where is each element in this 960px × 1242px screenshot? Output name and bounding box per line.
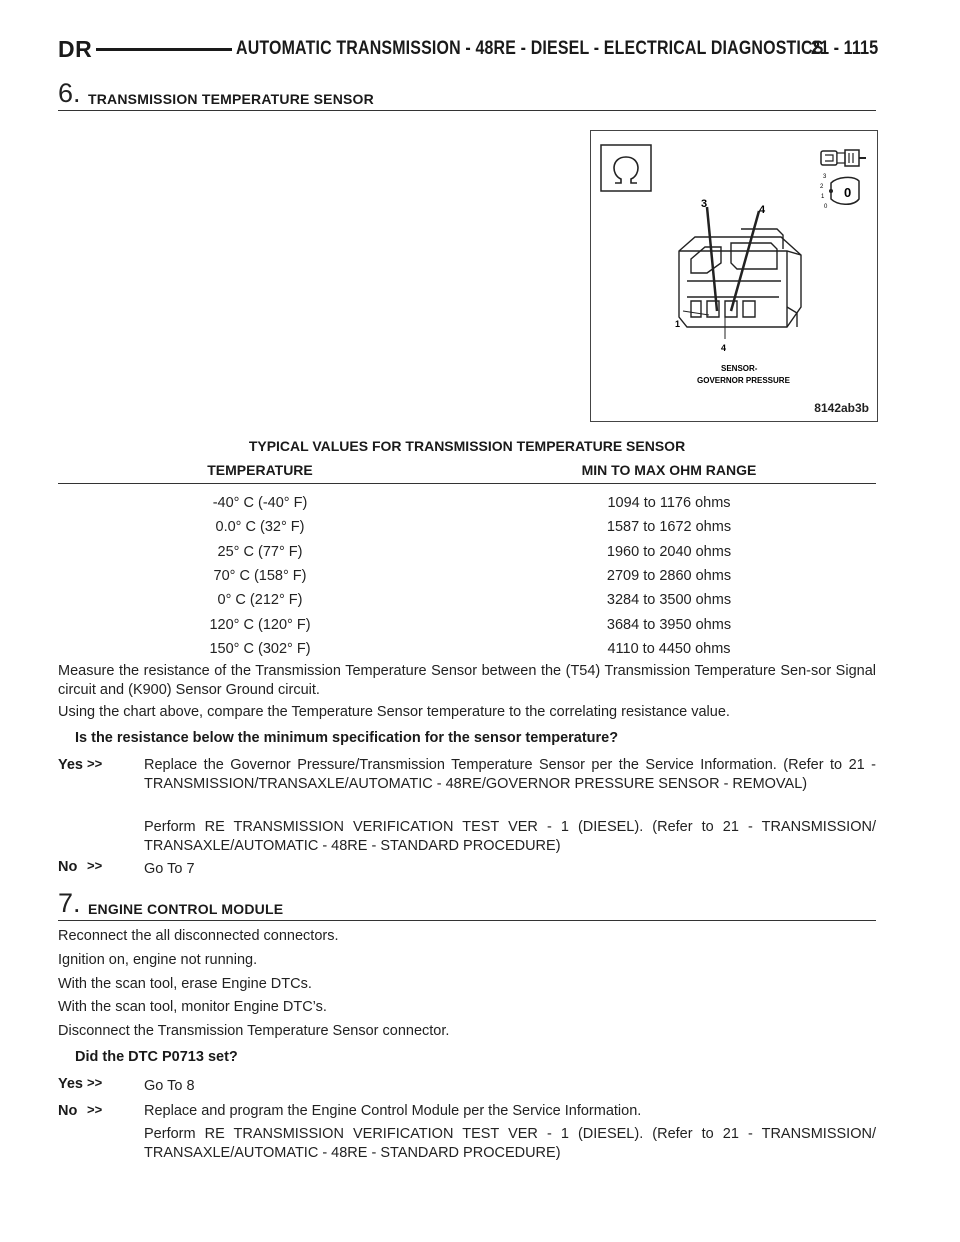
section-7-question: Did the DTC P0713 set?	[75, 1049, 238, 1065]
section-7-no-arrow: >>	[87, 1102, 103, 1117]
table-cell-temperature: 0° C (212° F)	[217, 592, 303, 608]
table-cell-temperature: 120° C (120° F)	[209, 617, 311, 633]
meter-scale-0: 0	[824, 204, 828, 210]
table-cell-temperature: 70° C (158° F)	[213, 568, 307, 584]
table-cell-ohms: 1960 to 2040 ohms	[606, 544, 732, 560]
table-header	[58, 455, 876, 484]
table-title: TYPICAL VALUES FOR TRANSMISSION TEMPERATURE SENSOR	[248, 438, 686, 454]
step-text: Disconnect the Transmission Temperature Sensor connector.	[58, 1023, 450, 1039]
table-row	[58, 544, 876, 568]
section-7-number: 7.	[58, 888, 81, 918]
section-6-heading	[58, 80, 876, 111]
figure-id: 8142ab3b	[814, 401, 869, 415]
table-cell-temperature: 150° C (302° F)	[209, 641, 311, 657]
table-cell-ohms: 1587 to 1672 ohms	[606, 519, 732, 535]
connector-illustration	[591, 131, 877, 421]
table-cell-ohms: 1094 to 1176 ohms	[607, 495, 731, 511]
section-7-no-label: No	[58, 1103, 78, 1119]
section-7-yes-arrow: >>	[87, 1075, 103, 1090]
meter-dial-icon	[820, 174, 859, 210]
probe-lead-lines	[707, 207, 759, 311]
table-cell-temperature: -40° C (-40° F)	[212, 495, 308, 511]
table-cell-ohms: 4110 to 4450 ohms	[607, 641, 731, 657]
section-6-question: Is the resistance below the minimum specification for the sensor temperature?	[75, 730, 619, 746]
sensor-connector-figure	[590, 130, 878, 422]
section-6-yes-action-2: Perform RE TRANSMISSION VERIFICATION TEST VER - 1 (DIESEL). (Refer to 21 - TRANSMISSION/ TRANSAXLE/AUTOMATIC - 48RE - STANDARD PROCEDURE)	[144, 819, 876, 854]
table-row	[58, 568, 876, 592]
table-row	[58, 592, 876, 616]
header-page-number: 21 - 1115	[810, 38, 878, 59]
header-rule	[96, 48, 232, 51]
figure-label-governor-pressure: GOVERNOR PRESSURE	[697, 376, 790, 385]
section-6-yes-action-1: Replace the Governor Pressure/Transmission Temperature Sensor per the Service Information. (Refer to 21 - TRANSMISSION/TRANSAXLE/AUTOMATIC - 48RE/GOVERNOR PRESSURE SENSOR - REMOVAL)	[144, 757, 876, 792]
meter-scale-3: 3	[823, 174, 827, 180]
measure-instruction: Measure the resistance of the Transmission Temperature Sensor between the (T54) Transmission Temperature Sen-sor Signal circuit and (K900) Sensor Ground circuit.	[58, 663, 876, 698]
table-cell-temperature: 25° C (77° F)	[217, 544, 303, 560]
section-6-number: 6.	[58, 78, 81, 108]
section-6-yes-label: Yes	[58, 757, 83, 773]
pin-4-top-label: 4	[759, 204, 766, 216]
section-7-yes-action: Go To 8	[144, 1078, 195, 1094]
step-text: Ignition on, engine not running.	[58, 952, 258, 968]
step-text: Reconnect the all disconnected connectors.	[58, 928, 339, 944]
section-6-title: TRANSMISSION TEMPERATURE SENSOR	[88, 91, 374, 107]
step-text: With the scan tool, monitor Engine DTC’s.	[58, 999, 327, 1015]
section-6-no-arrow: >>	[87, 858, 103, 873]
page-header	[58, 36, 878, 66]
section-6-no-action: Go To 7	[144, 861, 195, 877]
meter-scale-1: 1	[821, 194, 825, 200]
section-7-heading	[58, 890, 876, 921]
table-row	[58, 617, 876, 641]
step-text: With the scan tool, erase Engine DTCs.	[58, 976, 312, 992]
section-6-yes-arrow: >>	[87, 756, 103, 771]
pin-3-label: 3	[701, 198, 708, 210]
section-7-yes-label: Yes	[58, 1076, 83, 1092]
probe-icon	[821, 150, 866, 166]
table-cell-ohms: 3284 to 3500 ohms	[606, 592, 732, 608]
meter-reading: 0	[844, 185, 852, 200]
ohm-icon	[601, 145, 651, 191]
table-row	[58, 495, 876, 519]
table-row	[58, 519, 876, 543]
pin-4-bottom-label: 4	[721, 343, 727, 353]
meter-scale-2: 2	[820, 184, 824, 190]
table-header-ohm-range: MIN TO MAX OHM RANGE	[581, 462, 757, 478]
section-7-no-action-2: Perform RE TRANSMISSION VERIFICATION TEST VER - 1 (DIESEL). (Refer to 21 - TRANSMISSION/ TRANSAXLE/AUTOMATIC - 48RE - STANDARD PROCEDURE)	[144, 1126, 876, 1161]
section-6-no-label: No	[58, 859, 78, 875]
section-7-title: ENGINE CONTROL MODULE	[88, 901, 284, 917]
header-brand: DR	[58, 36, 93, 62]
header-title: AUTOMATIC TRANSMISSION - 48RE - DIESEL - ELECTRICAL DIAGNOSTICS	[236, 38, 824, 59]
compare-instruction: Using the chart above, compare the Temperature Sensor temperature to the correlating resistance value.	[58, 704, 730, 720]
table-cell-ohms: 3684 to 3950 ohms	[606, 617, 732, 633]
figure-label-sensor: SENSOR-	[721, 364, 758, 373]
table-cell-temperature: 0.0° C (32° F)	[215, 519, 305, 535]
pin-1-leader	[683, 311, 709, 315]
table-header-temperature: TEMPERATURE	[207, 462, 313, 478]
section-7-no-action-1: Replace and program the Engine Control Module per the Service Information.	[144, 1103, 642, 1119]
table-cell-ohms: 2709 to 2860 ohms	[606, 568, 732, 584]
pin-1-label: 1	[675, 319, 681, 329]
